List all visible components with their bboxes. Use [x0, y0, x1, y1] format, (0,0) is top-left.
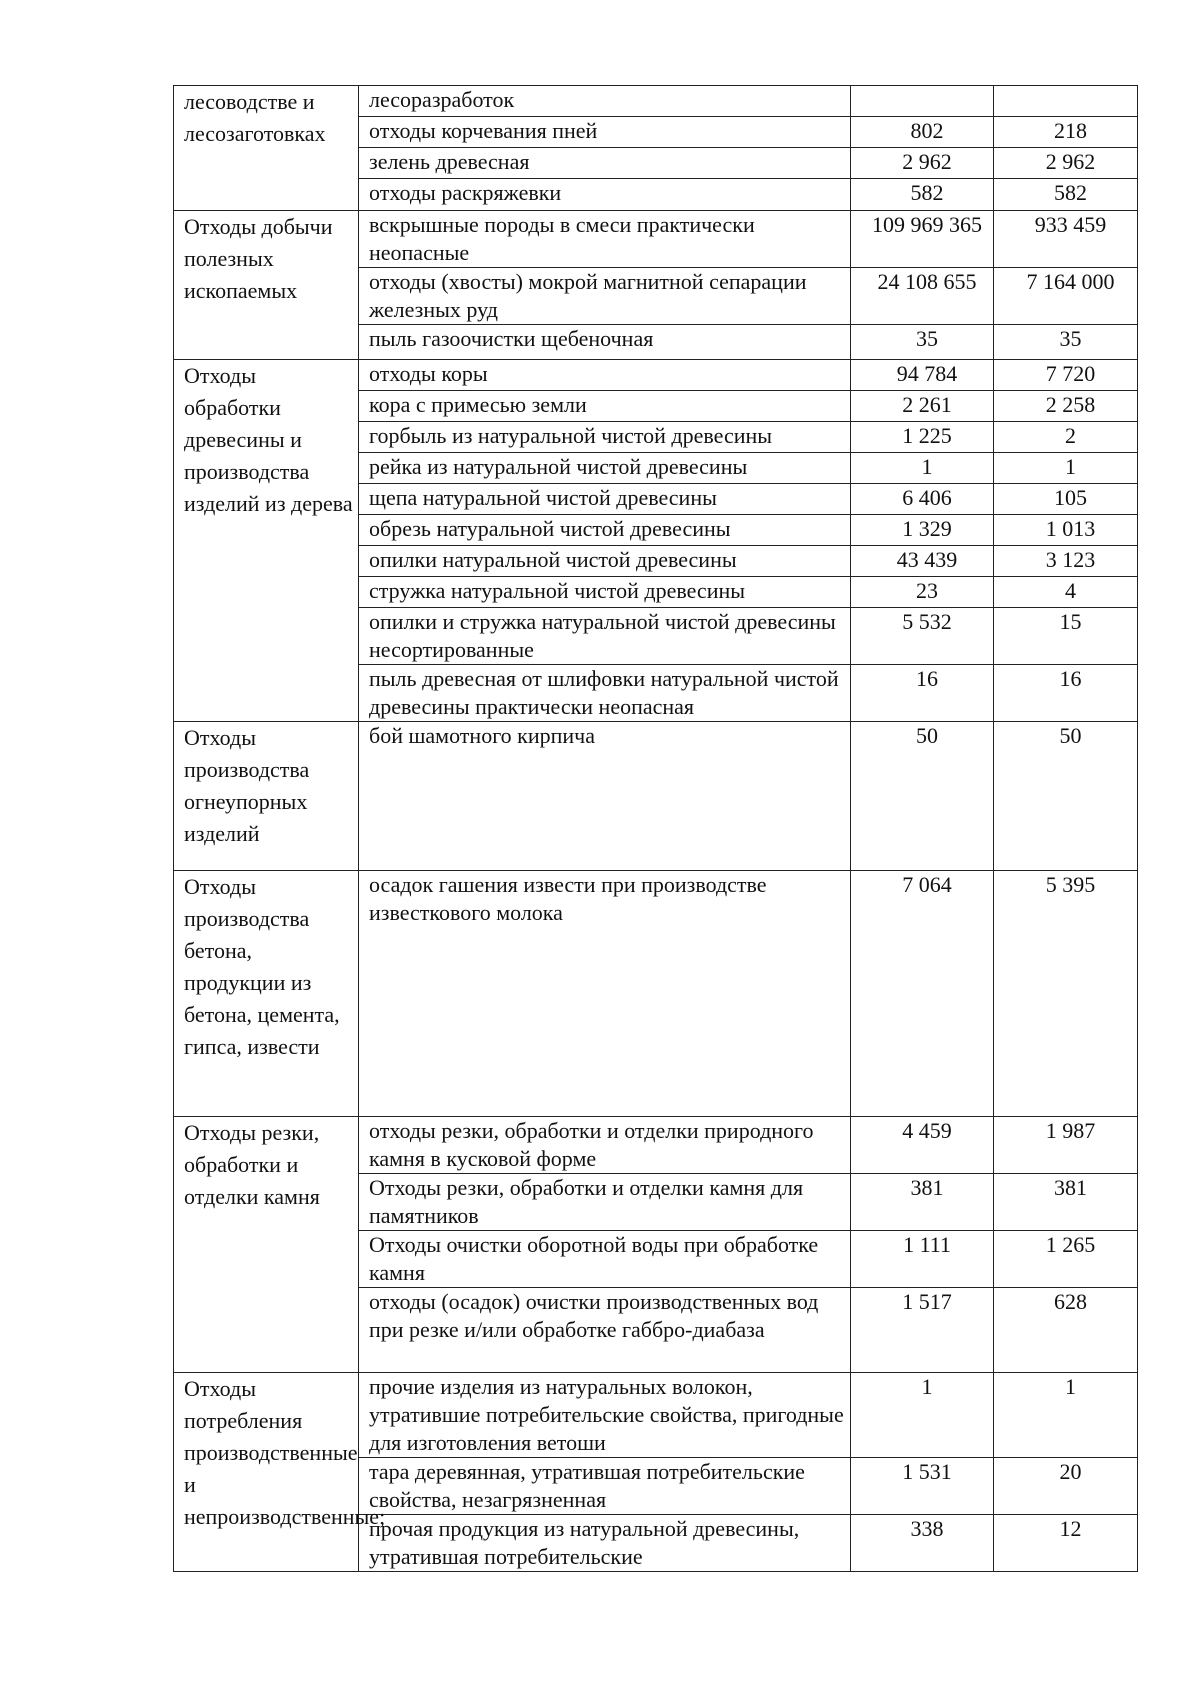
value-col1: 7 064	[851, 871, 994, 1117]
value-col2: 1	[994, 453, 1138, 484]
value-col2: 381	[994, 1174, 1138, 1231]
value-col1: 94 784	[851, 360, 994, 391]
waste-name: вскрышные породы в смеси практически неопасные	[359, 211, 851, 268]
value-col1: 24 108 655	[851, 268, 994, 325]
waste-table	[173, 85, 1138, 1572]
value-col2: 2	[994, 422, 1138, 453]
value-col1: 1 517	[851, 1288, 994, 1373]
waste-name: обрезь натуральной чистой древесины	[359, 515, 851, 546]
value-col1: 16	[851, 665, 994, 722]
waste-name: пыль древесная от шлифовки натуральной чистой древесины практически неопасная	[359, 665, 851, 722]
value-col1: 582	[851, 179, 994, 211]
group-label: Отходы производства бетона, продукции из бетона, цемента, гипса, извести	[174, 871, 359, 1117]
waste-name: отходы резки, обработки и отделки природного камня в кусковой форме	[359, 1117, 851, 1174]
value-col1: 35	[851, 325, 994, 360]
group-label: Отходы потребления производственные и непроизводственные;	[174, 1373, 359, 1572]
value-col1: 6 406	[851, 484, 994, 515]
waste-name: кора с примесью земли	[359, 391, 851, 422]
value-col2	[994, 86, 1138, 117]
group-label: Отходы производства огнеупорных изделий	[174, 722, 359, 871]
value-col2: 582	[994, 179, 1138, 211]
value-col2: 16	[994, 665, 1138, 722]
value-col2: 3 123	[994, 546, 1138, 577]
value-col2: 628	[994, 1288, 1138, 1373]
waste-name: тара деревянная, утратившая потребительские свойства, незагрязненная	[359, 1458, 851, 1515]
waste-name: горбыль из натуральной чистой древесины	[359, 422, 851, 453]
value-col2: 2 258	[994, 391, 1138, 422]
waste-name: зелень древесная	[359, 148, 851, 179]
waste-name: Отходы очистки оборотной воды при обработке камня	[359, 1231, 851, 1288]
value-col2: 1	[994, 1373, 1138, 1458]
value-col1: 1	[851, 453, 994, 484]
value-col2: 50	[994, 722, 1138, 871]
value-col1: 50	[851, 722, 994, 871]
value-col1: 23	[851, 577, 994, 608]
waste-name: опилки натуральной чистой древесины	[359, 546, 851, 577]
table-row	[174, 211, 1138, 268]
waste-name: пыль газоочистки щебеночная	[359, 325, 851, 360]
value-col1: 2 261	[851, 391, 994, 422]
value-col1: 2 962	[851, 148, 994, 179]
value-col1: 4 459	[851, 1117, 994, 1174]
table-row	[174, 86, 1138, 117]
waste-name: осадок гашения извести при производстве известкового молока	[359, 871, 851, 1117]
table-row	[174, 1117, 1138, 1174]
value-col1: 338	[851, 1515, 994, 1572]
value-col2: 4	[994, 577, 1138, 608]
table-row	[174, 1373, 1138, 1458]
value-col2: 12	[994, 1515, 1138, 1572]
value-col2: 15	[994, 608, 1138, 665]
waste-name: отходы коры	[359, 360, 851, 391]
waste-name: бой шамотного кирпича	[359, 722, 851, 871]
table-row	[174, 871, 1138, 1117]
value-col2: 20	[994, 1458, 1138, 1515]
waste-name: опилки и стружка натуральной чистой древесины несортированные	[359, 608, 851, 665]
group-label: Отходы резки, обработки и отделки камня	[174, 1117, 359, 1373]
value-col1: 109 969 365	[851, 211, 994, 268]
value-col2: 35	[994, 325, 1138, 360]
group-label: Отходы добычи полезных ископаемых	[174, 211, 359, 360]
value-col2: 7 720	[994, 360, 1138, 391]
value-col1: 1 531	[851, 1458, 994, 1515]
table-row	[174, 722, 1138, 871]
value-col2: 2 962	[994, 148, 1138, 179]
group-label: Отходы обработки древесины и производства изделий из дерева	[174, 360, 359, 722]
value-col2: 1 265	[994, 1231, 1138, 1288]
value-col1: 381	[851, 1174, 994, 1231]
waste-name: отходы (хвосты) мокрой магнитной сепарации железных руд	[359, 268, 851, 325]
waste-name: щепа натуральной чистой древесины	[359, 484, 851, 515]
waste-name: прочие изделия из натуральных волокон, утратившие потребительские свойства, пригодные для изготовления ветоши	[359, 1373, 851, 1458]
value-col1: 1 111	[851, 1231, 994, 1288]
value-col1: 1	[851, 1373, 994, 1458]
waste-name: лесоразработок	[359, 86, 851, 117]
value-col2: 5 395	[994, 871, 1138, 1117]
value-col2: 1 987	[994, 1117, 1138, 1174]
value-col1: 802	[851, 117, 994, 148]
value-col1: 1 329	[851, 515, 994, 546]
value-col1: 43 439	[851, 546, 994, 577]
waste-name: стружка натуральной чистой древесины	[359, 577, 851, 608]
value-col2: 933 459	[994, 211, 1138, 268]
value-col1: 5 532	[851, 608, 994, 665]
value-col1	[851, 86, 994, 117]
value-col2: 1 013	[994, 515, 1138, 546]
waste-name: отходы раскряжевки	[359, 179, 851, 211]
waste-name: отходы корчевания пней	[359, 117, 851, 148]
waste-name: Отходы резки, обработки и отделки камня для памятников	[359, 1174, 851, 1231]
group-label: лесоводстве и лесозаготовках	[174, 86, 359, 211]
waste-name: рейка из натуральной чистой древесины	[359, 453, 851, 484]
waste-name: отходы (осадок) очистки производственных вод при резке и/или обработке габбро-диабаза	[359, 1288, 851, 1373]
value-col1: 1 225	[851, 422, 994, 453]
waste-name: прочая продукция из натуральной древесины, утратившая потребительские	[359, 1515, 851, 1572]
value-col2: 105	[994, 484, 1138, 515]
table-row	[174, 360, 1138, 391]
value-col2: 218	[994, 117, 1138, 148]
value-col2: 7 164 000	[994, 268, 1138, 325]
